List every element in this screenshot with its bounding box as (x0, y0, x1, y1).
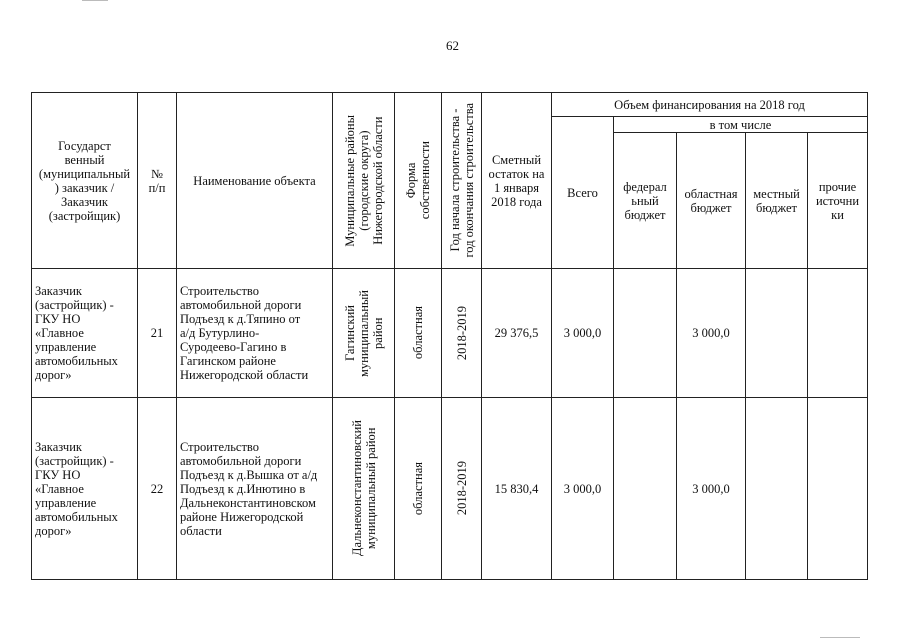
cell-number: 22 (138, 398, 177, 580)
cell-total: 3 000,0 (552, 269, 614, 398)
header-row-1 (32, 93, 868, 117)
cell-local (746, 398, 808, 580)
header-ownership: Форма собственности (404, 141, 432, 220)
cell-other (808, 398, 868, 580)
header-federal: федерал ьный бюджет (614, 133, 677, 269)
cell-federal (614, 269, 677, 398)
header-other: прочие источни ки (808, 133, 868, 269)
header-customer: Государст венный (муниципальный ) заказчик / Заказчик (застройщик) (32, 93, 138, 269)
cell-regional: 3 000,0 (677, 398, 746, 580)
cell-total: 3 000,0 (552, 398, 614, 580)
page-number: 62 (446, 38, 459, 53)
cell-local (746, 269, 808, 398)
scan-mark-bottom (820, 637, 860, 638)
cell-district: Дальнеконстантиновский муниципальный район (349, 420, 378, 557)
header-including: в том числе (614, 117, 868, 133)
cell-years-cell (442, 269, 482, 398)
cell-object-name: Строительство автомобильной дороги Подъезд к д.Тяпино от а/д Бутурлино- Суродеево-Гагино в Гагинском районе Нижегородской области (177, 269, 333, 398)
cell-customer: Заказчик (застройщик) - ГКУ НО «Главное управление автомобильных дорог» (32, 398, 138, 580)
cell-federal (614, 398, 677, 580)
cell-years-cell (442, 398, 482, 580)
header-remaining: Сметный остаток на 1 января 2018 года (482, 93, 552, 269)
cell-other (808, 269, 868, 398)
table-row (32, 398, 868, 580)
header-districts-cell (333, 93, 395, 269)
financing-table (31, 92, 868, 580)
header-ownership-cell (395, 93, 442, 269)
header-financing: Объем финансирования на 2018 год (552, 93, 868, 117)
header-local: местный бюджет (746, 133, 808, 269)
cell-number: 21 (138, 269, 177, 398)
cell-district: Гагинский муниципальный район (342, 289, 385, 377)
header-regional: областная бюджет (677, 133, 746, 269)
cell-regional: 3 000,0 (677, 269, 746, 398)
header-number: № п/п (138, 93, 177, 269)
cell-years: 2018-2019 (454, 461, 469, 516)
cell-ownership-cell (395, 269, 442, 398)
cell-district-cell (333, 269, 395, 398)
cell-ownership-cell (395, 398, 442, 580)
header-years: Год начала строительства - год окончания строительства (447, 103, 476, 258)
header-object-name: Наименование объекта (177, 93, 333, 269)
cell-ownership: областная (411, 306, 425, 360)
scan-mark-top (82, 0, 108, 1)
cell-years: 2018-2019 (454, 305, 469, 361)
header-districts: Муниципальные районы (городские округа) Нижегородской области (342, 114, 385, 247)
header-total: Всего (552, 117, 614, 269)
cell-remaining: 29 376,5 (482, 269, 552, 398)
cell-remaining: 15 830,4 (482, 398, 552, 580)
table-row (32, 269, 868, 398)
cell-ownership: областная (411, 461, 425, 516)
cell-customer: Заказчик (застройщик) - ГКУ НО «Главное управление автомобильных дорог» (32, 269, 138, 398)
cell-district-cell (333, 398, 395, 580)
cell-object-name: Строительство автомобильной дороги Подъезд к д.Вышка от а/д Подъезд к д.Инютино в Дальнеконстантиновском районе Нижегородской области (177, 398, 333, 580)
header-years-cell (442, 93, 482, 269)
